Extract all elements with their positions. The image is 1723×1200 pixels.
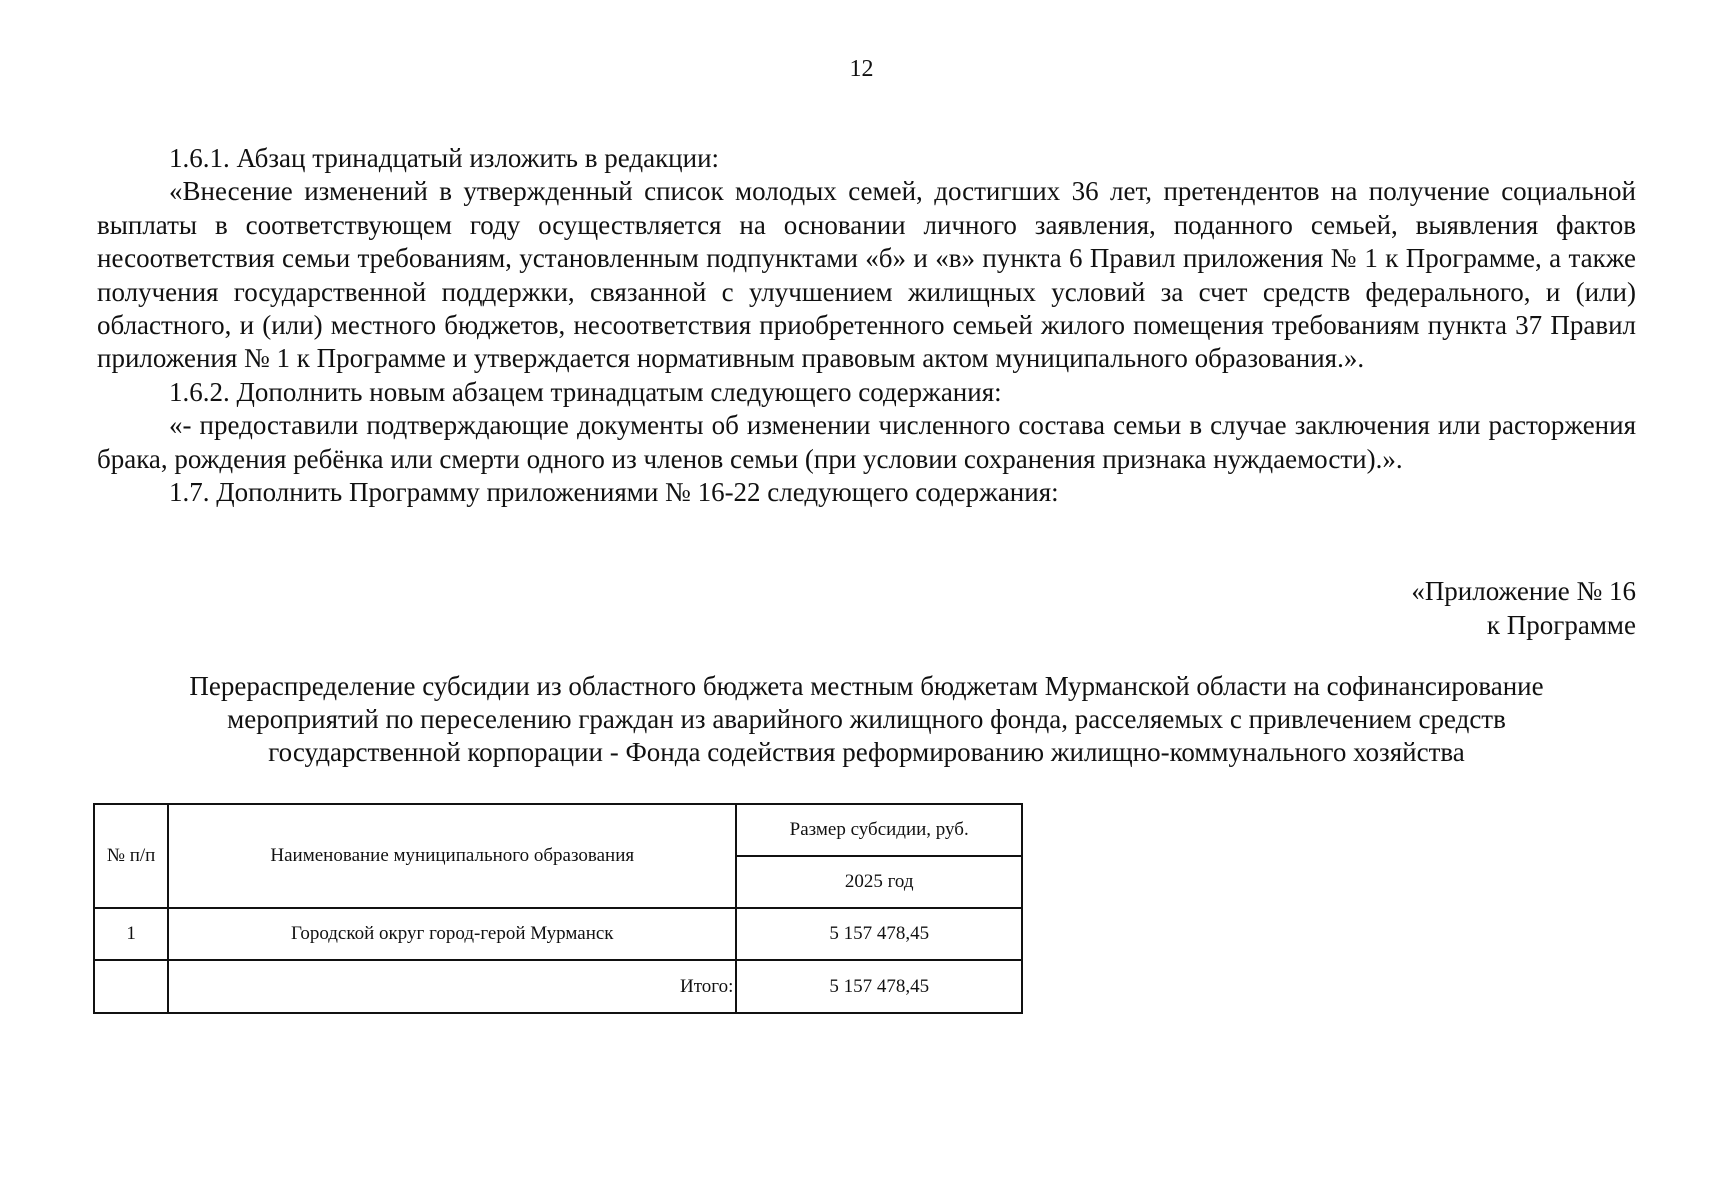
paragraph-amendment-text: «Внесение изменений в утвержденный список молодых семей, достигших 36 лет, претендентов на получение социальной выплаты в соответствующем году осуществляется на основании личного заявления, поданного семьей, выявления фактов несоответствия семьи требованиям, установленным подпунктами «б» и «в» пункта 6 Правил приложения № 1 к Программе, а также получения государственной поддержки, связанной с улучшением жилищных условий за счет средств федерального, и (или) областного, и (или) местного бюджетов, несоответствия приобретенного семьей жилого помещения требованиям пункта 37 Правил приложения № 1 к Программе и утверждается нормативным правовым актом муниципального образования.». — [97, 176, 1636, 374]
table-title-line-2: мероприятий по переселению граждан из аварийного жилищного фонда, расселяемых с привлечением средств — [227, 704, 1506, 734]
header-number: № п/п — [94, 804, 168, 908]
total-empty-cell — [94, 960, 168, 1013]
paragraph-1-6-1: 1.6.1. Абзац тринадцатый изложить в редакции: — [169, 143, 720, 173]
row-municipality: Городской округ город-герой Мурманск — [168, 908, 736, 960]
paragraph-1-6-2: 1.6.2. Дополнить новым абзацем тринадцатым следующего содержания: — [169, 376, 1002, 407]
table-title-line-3: государственной корпорации - Фонда содействия реформированию жилищно-коммунального хозяйства — [268, 737, 1465, 767]
table-title-line-1: Перераспределение субсидии из областного бюджета местным бюджетам Мурманской области на софинансирование — [189, 671, 1544, 701]
table-title — [100, 670, 1633, 769]
subsidy-table — [93, 803, 1023, 1014]
table-header-row — [94, 804, 1022, 856]
appendix-number: «Приложение № 16 — [1411, 576, 1636, 606]
table-row — [94, 908, 1022, 960]
table-total-row — [94, 960, 1022, 1013]
appendix-target: к Программе — [1486, 610, 1636, 640]
header-year: 2025 год — [736, 856, 1022, 908]
row-value: 5 157 478,45 — [736, 908, 1022, 960]
appendix-caption — [1411, 574, 1636, 642]
row-number: 1 — [94, 908, 168, 960]
total-value: 5 157 478,45 — [736, 960, 1022, 1013]
paragraph-new-abstract: «- предоставили подтверждающие документы об изменении численного состава семьи в случае заключения или расторжения брака, рождения ребёнка или смерти одного из членов семьи (при условии сохранения признака нуждаемости).». — [97, 410, 1636, 474]
total-label: Итого: — [168, 960, 736, 1013]
header-municipality: Наименование муниципального образования — [168, 804, 736, 908]
page-number: 12 — [849, 56, 874, 82]
paragraph-1-7: 1.7. Дополнить Программу приложениями № 16-22 следующего содержания: — [169, 477, 1059, 508]
document-body — [97, 142, 1636, 509]
header-subsidy-amount: Размер субсидии, руб. — [736, 804, 1022, 856]
